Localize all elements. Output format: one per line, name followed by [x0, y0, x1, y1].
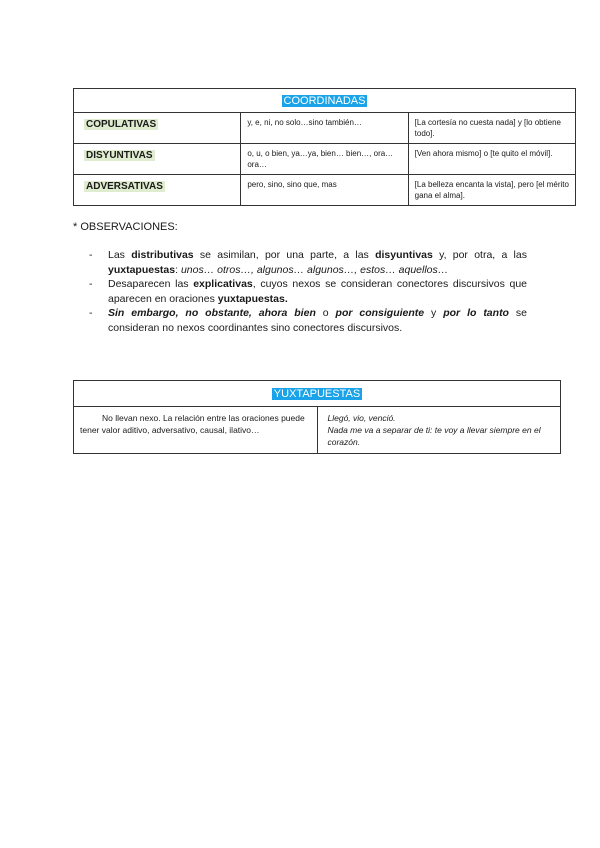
- list-dash: -: [89, 249, 93, 261]
- table-row: [74, 407, 561, 454]
- obs-text: o: [315, 307, 336, 319]
- table-header-row: [74, 381, 561, 407]
- example-text: Llegó, vio, venció.: [327, 413, 396, 423]
- example-cell: [317, 407, 561, 454]
- description-cell: [74, 407, 318, 454]
- obs-italic: unos… otros…, algunos… algunos…, estos… aquellos…: [180, 263, 449, 276]
- obs-bold: distributivas: [131, 249, 194, 261]
- obs-text: y: [424, 307, 444, 319]
- nexos-cell: pero, sino, sino que, mas: [241, 175, 408, 206]
- obs-text: Las: [108, 249, 132, 261]
- list-item: [89, 277, 527, 306]
- obs-text: se consideran no nexos coordinantes sino conectores discursivos.: [108, 307, 527, 334]
- table-title-cell: [74, 381, 561, 407]
- example-cell: [La cortesía no cuesta nada] y [lo obtiene todo].: [408, 113, 575, 144]
- nexos-cell: y, e, ni, no solo…sino también…: [241, 113, 408, 144]
- nexos-cell: o, u, o bien, ya…ya, bien… bien…, ora…ora…: [241, 144, 408, 175]
- table-row: [74, 175, 576, 206]
- obs-bold: explicativas: [193, 278, 253, 290]
- example-text: Nada me va a separar de ti: te voy a llevar siempre en el corazón.: [327, 425, 541, 447]
- type-name-copulativas: COPULATIVAS: [86, 119, 157, 130]
- yuxtapuestas-table: [73, 380, 561, 454]
- table-row: [74, 113, 576, 144]
- coordinadas-table: [73, 88, 576, 206]
- list-item: [89, 306, 527, 335]
- obs-bold-italic: por consiguiente: [335, 307, 425, 319]
- obs-bold-italic: por lo tanto: [443, 307, 509, 319]
- description-text: No llevan nexo. La relación entre las oraciones puede tener valor aditivo, adversativo, causal, ilativo…: [80, 413, 305, 435]
- yuxtapuestas-title: YUXTAPUESTAS: [273, 388, 361, 400]
- observaciones-list: [89, 248, 527, 335]
- coordinadas-title: COORDINADAS: [283, 94, 366, 107]
- type-name-cell: [74, 113, 241, 144]
- obs-text: , cuyos nexos se consideran conectores discursivos que aparecen en oraciones: [108, 278, 527, 305]
- obs-bold-italic: Sin embargo, no obstante, ahora bien: [108, 307, 316, 319]
- obs-bold: yuxtapuestas: [108, 263, 176, 276]
- list-dash: -: [89, 278, 93, 290]
- type-name-cell: [74, 175, 241, 206]
- table-title-cell: [74, 89, 576, 113]
- list-item: [89, 248, 527, 277]
- obs-bold: yuxtapuestas.: [217, 292, 288, 305]
- example-cell: [Ven ahora mismo] o [te quito el móvil].: [408, 144, 575, 175]
- type-name-disyuntivas: DISYUNTIVAS: [86, 150, 153, 161]
- table-row: [74, 144, 576, 175]
- example-cell: [La belleza encanta la vista], pero [el mérito gana el alma].: [408, 175, 575, 206]
- obs-text: y, por otra, a las: [432, 249, 527, 261]
- observaciones-title: * OBSERVACIONES:: [73, 221, 178, 233]
- list-dash: -: [89, 307, 93, 319]
- obs-text: :: [175, 263, 181, 276]
- obs-bold: disyuntivas: [375, 249, 433, 261]
- type-name-cell: [74, 144, 241, 175]
- type-name-adversativas: ADVERSATIVAS: [86, 181, 163, 192]
- obs-text: se asimilan, por una parte, a las: [193, 249, 376, 261]
- table-header-row: [74, 89, 576, 113]
- obs-text: Desaparecen las: [108, 278, 194, 290]
